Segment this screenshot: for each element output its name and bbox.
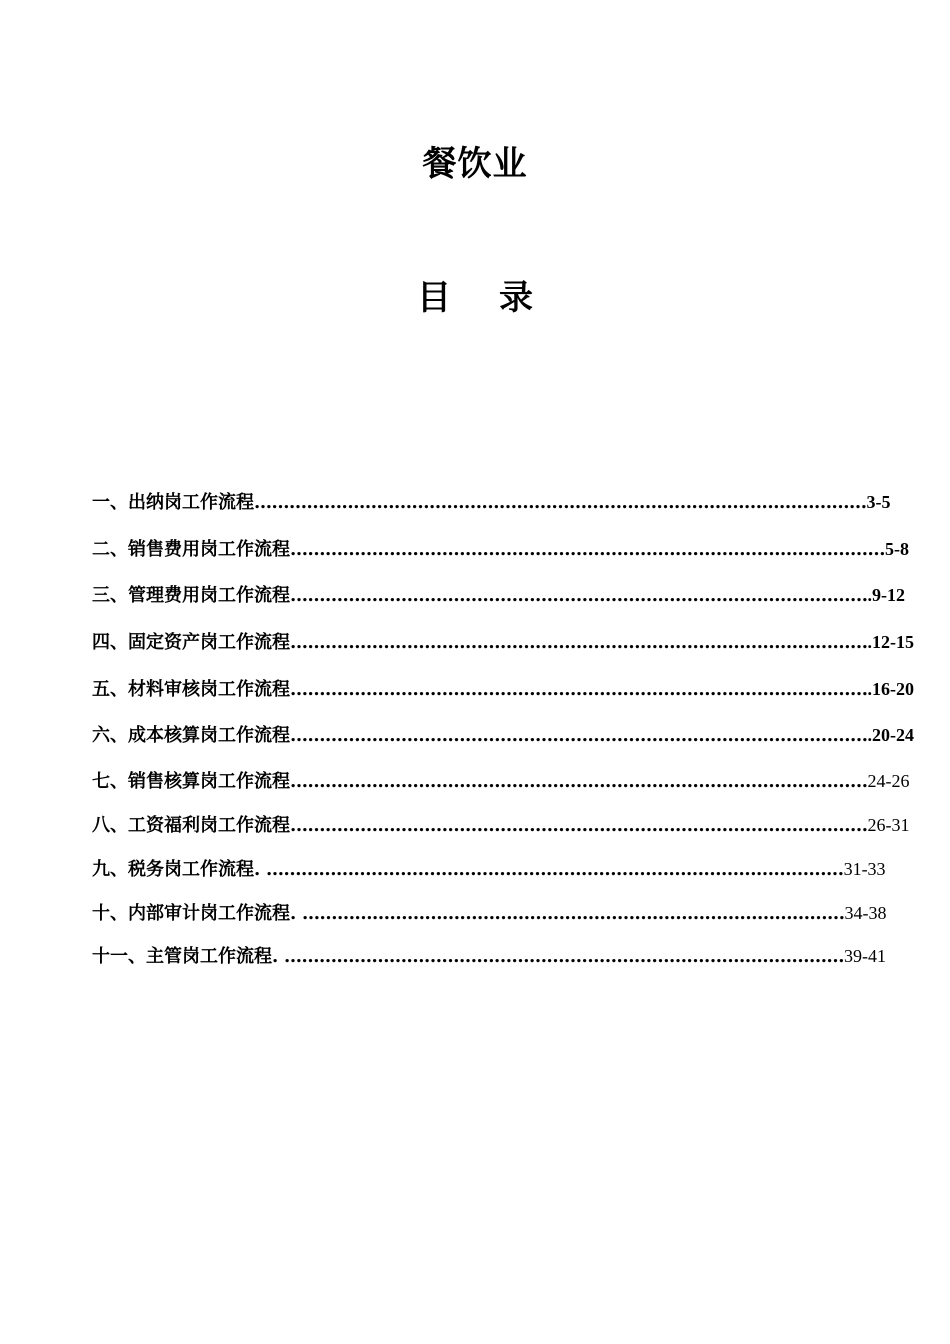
toc-entry-label: 六、成本核算岗工作流程 — [92, 725, 290, 746]
toc-heading-right: 录 — [499, 278, 533, 318]
toc-entry-leader: ………………………………………………………………………………………… — [290, 539, 885, 560]
toc-heading — [0, 274, 950, 322]
toc-entry[interactable] — [92, 901, 887, 925]
toc-entry[interactable] — [92, 723, 914, 747]
toc-entry-label: 十一、主管岗工作流程. — [92, 946, 279, 967]
toc-entry[interactable] — [92, 813, 910, 837]
toc-entry-leader: …………………………………………………………………………………… — [278, 946, 845, 967]
toc-entry-leader: ……………………………………………………………………………………… — [290, 632, 868, 653]
toc-entry-label: 三、管理费用岗工作流程 — [92, 585, 290, 606]
toc-entry-page: .16-20 — [867, 679, 914, 699]
toc-entry-leader: ……………………………………………………………………………………… — [290, 771, 868, 792]
toc-heading-left: 目 — [417, 278, 451, 318]
toc-entry[interactable] — [92, 944, 887, 968]
toc-entry-label: 二、销售费用岗工作流程 — [92, 539, 290, 560]
toc-entry-page: 24-26 — [867, 771, 910, 791]
toc-entry-leader: ……………………………………………………………………………………… — [290, 725, 868, 746]
toc-entry[interactable] — [92, 677, 914, 701]
document-title: 餐饮业 — [422, 144, 528, 184]
toc-entry-page: 39-41 — [844, 946, 887, 966]
toc-entry[interactable] — [92, 769, 910, 793]
toc-entry-leader: ……………………………………………………………………………………… — [290, 585, 868, 606]
toc-entry-leader: ………………………………………………………………………………… — [296, 903, 845, 924]
toc-entry-label: 十、内部审计岗工作流程. — [92, 903, 297, 924]
toc-entry-leader: ……………………………………………………………………………………… — [290, 679, 868, 700]
toc-entry-page: 26-31 — [867, 815, 910, 835]
toc-entry-label: 五、材料审核岗工作流程 — [92, 679, 290, 700]
toc-entry-label: 九、税务岗工作流程. — [92, 859, 261, 880]
toc-entry[interactable] — [92, 857, 886, 881]
toc-entry-page: .12-15 — [867, 632, 914, 652]
toc-entry-leader: ……………………………………………………………………………………… — [260, 859, 844, 880]
toc-entry-leader: …………………………………………………………………………………………… — [254, 492, 867, 513]
toc-entry[interactable] — [92, 630, 914, 654]
toc-entry[interactable] — [92, 537, 909, 561]
toc-entry[interactable] — [92, 490, 891, 514]
toc-entry-label: 七、销售核算岗工作流程 — [92, 771, 290, 792]
toc-entry-label: 八、工资福利岗工作流程 — [92, 815, 290, 836]
toc-entry-page: 34-38 — [844, 903, 887, 923]
toc-entry-page: 31-33 — [843, 859, 886, 879]
toc-entry-page: 5-8 — [885, 539, 909, 559]
toc-entry[interactable] — [92, 583, 905, 607]
toc-entry-leader: ……………………………………………………………………………………… — [290, 815, 868, 836]
toc-entry-page: .9-12 — [867, 585, 905, 605]
toc-entry-page: 3-5 — [866, 492, 891, 512]
toc-entry-label: 一、出纳岗工作流程 — [92, 492, 254, 513]
toc-entry-page: .20-24 — [867, 725, 914, 745]
toc-entry-label: 四、固定资产岗工作流程 — [92, 632, 290, 653]
